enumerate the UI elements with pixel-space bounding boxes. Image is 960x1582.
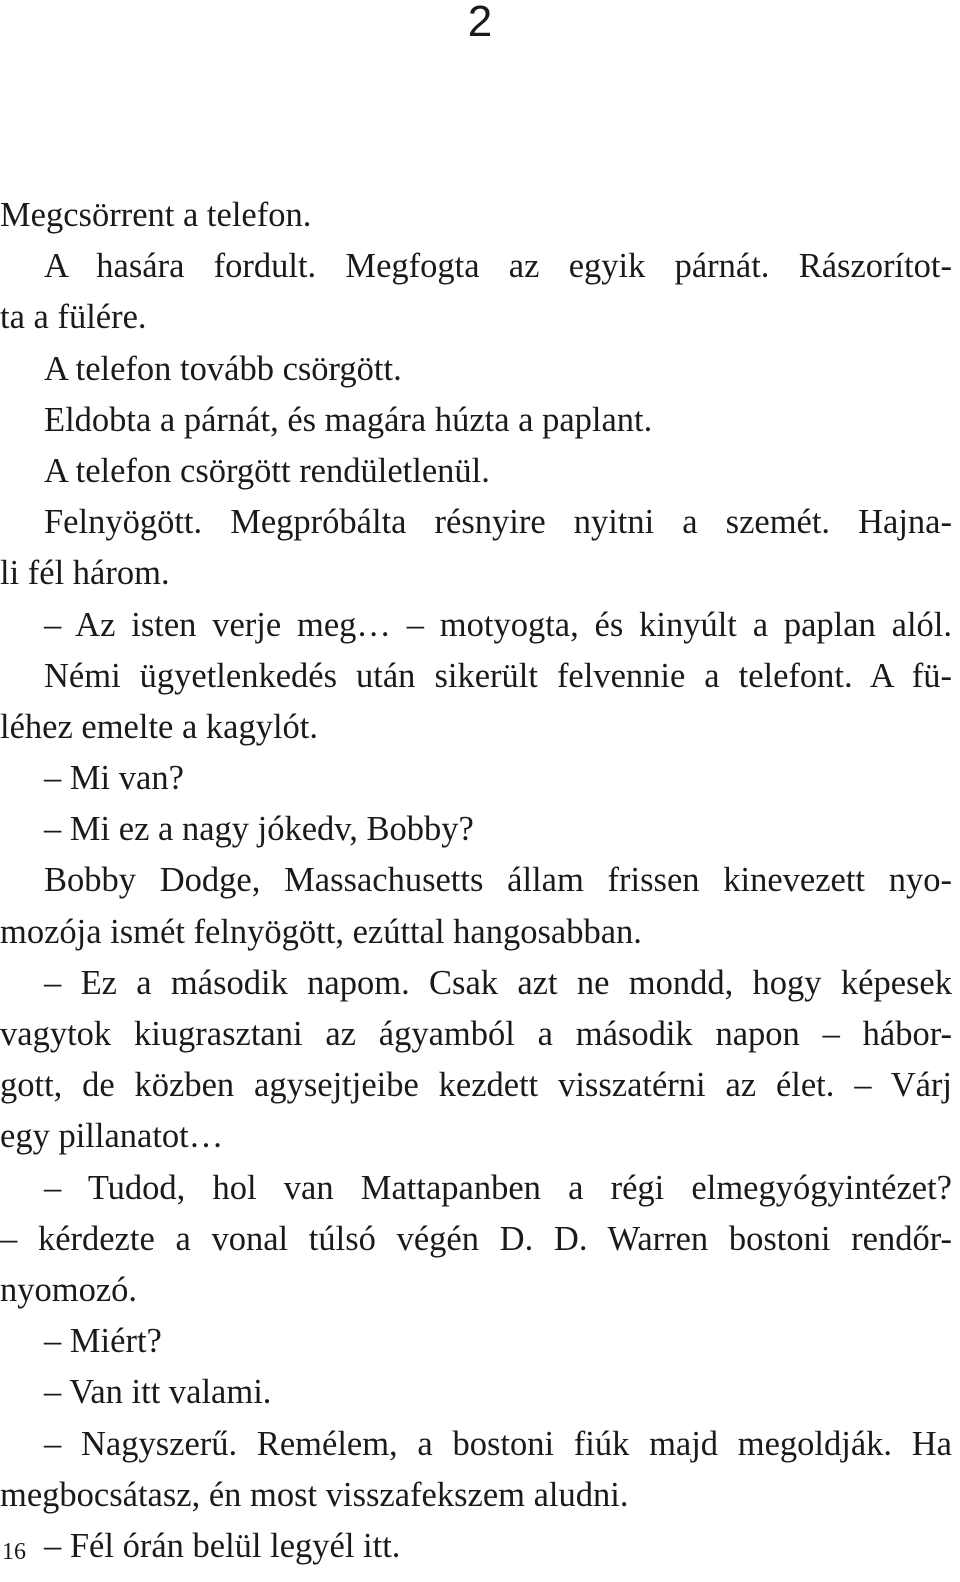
text-line: – Miért?	[44, 1322, 162, 1361]
text-line: – Fél órán belül legyél itt.	[44, 1526, 401, 1565]
text-line: A telefon tovább csörgött.	[44, 349, 402, 388]
text-line: – Van itt valami.	[44, 1373, 272, 1412]
text-line: – Ez a második napom. Csak azt ne mondd, hogy képesek	[44, 963, 952, 1002]
text-line: – Mi ez a nagy jókedv, Bobby?	[44, 810, 474, 849]
text-line: – Mi van?	[44, 759, 184, 798]
text-line: Némi ügyetlenkedés után sikerült felvennie a telefont. A fü-	[44, 656, 952, 695]
text-line: – Tudod, hol van Mattapanben a régi elmegyógyintézet?	[44, 1168, 952, 1207]
text-line: egy pillanatot…	[0, 1117, 224, 1156]
text-line: léhez emelte a kagylót.	[0, 707, 319, 746]
text-line: – Nagyszerű. Remélem, a bostoni fiúk majd megoldják. Ha	[44, 1424, 952, 1463]
text-line: – kérdezte a vonal túlsó végén D. D. Warren bostoni rendőr-	[0, 1219, 952, 1258]
text-line: li fél három.	[0, 554, 170, 593]
text-line: Megcsörrent a telefon.	[0, 196, 312, 234]
text-line: Bobby Dodge, Massachusetts állam frissen kinevezett nyo-	[44, 861, 952, 900]
text-line: mozója ismét felnyögött, ezúttal hangosabban.	[0, 912, 642, 951]
text-line: Eldobta a párnát, és magára húzta a paplant.	[44, 400, 653, 439]
text-line: – Az isten verje meg… – motyogta, és kinyúlt a paplan alól.	[44, 605, 952, 644]
text-line: gott, de közben agysejtjeibe kezdett visszatérni az élet. – Várj	[0, 1066, 952, 1105]
text-line: megbocsátasz, én most visszafekszem aludni.	[0, 1475, 629, 1514]
chapter-number: 2	[467, 0, 493, 46]
text-line: nyomozó.	[0, 1270, 138, 1309]
text-line: Felnyögött. Megpróbálta résnyire nyitni a szemét. Hajna-	[44, 503, 952, 542]
page-number: 16	[2, 1539, 26, 1565]
text-line: A telefon csörgött rendületlenül.	[44, 451, 490, 490]
text-line: ta a fülére.	[0, 298, 147, 337]
text-line: vagytok kiugrasztani az ágyamból a második napon – hábor-	[0, 1015, 952, 1053]
text-line: A hasára fordult. Megfogta az egyik párnát. Rászorítot-	[44, 247, 952, 286]
chapter-body-text	[0, 190, 952, 1572]
